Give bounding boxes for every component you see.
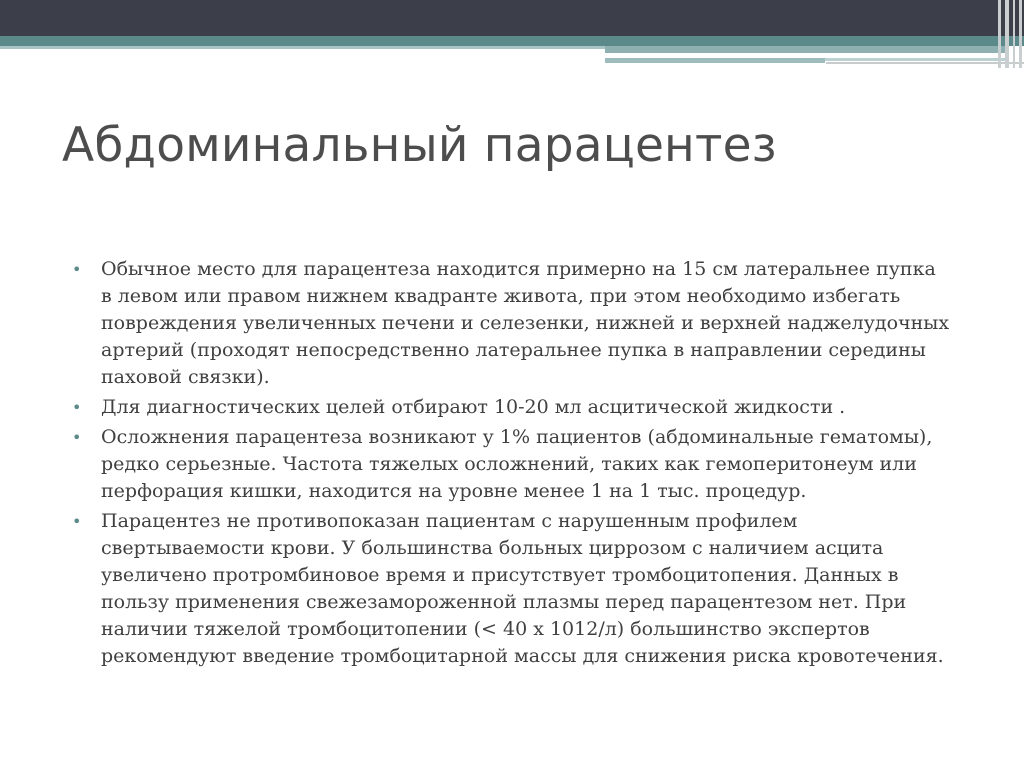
bullet-item (70, 424, 950, 505)
corner-stripe (998, 0, 1001, 68)
header-band (0, 0, 1024, 36)
header-accent-band (0, 36, 1024, 46)
corner-stripe (1019, 0, 1022, 68)
bullet-text: Осложнения парацентеза возникают у 1% пациентов (абдоминальные гематомы), редко серьезные. Частота тяжелых осложнений, таких как гемоперитонеум или перфорация кишки, находится на уровне менее 1 на 1 тыс. процедур. (101, 426, 933, 502)
bullet-item (70, 256, 950, 391)
bullet-list (70, 256, 950, 673)
bullet-item (70, 394, 950, 421)
bullet-text: Парацентез не противопоказан пациентам с нарушенным профилем свертываемости крови. У большинства больных циррозом с наличием асцита увеличено протромбиновое время и присутствует тромбоцитопения. Данных в пользу применения свежезамороженной плазмы перед парацентезом нет. При наличии тяжелой тромбоцитопении (< 40 х 1012/л) большинство экспертов рекомендуют введение тромбоцитарной массы для снижения риска кровотечения. (101, 510, 944, 667)
slide-title: Абдоминальный парацентез (62, 118, 777, 173)
decor-bar (605, 58, 825, 63)
corner-decor (994, 0, 1024, 68)
decor-bar (825, 58, 1005, 61)
header-accent-line (0, 46, 605, 49)
bullet-marker: • (72, 260, 82, 279)
bullet-text: Обычное место для парацентеза находится примерно на 15 см латеральнее пупка в левом или правом нижнем квадранте живота, при этом необходимо избегать повреждения увеличенных печени и селезенки, нижней и верхней наджелудочных артерий (проходят непосредственно латеральнее пупка в направлении середины паховой связки). (101, 258, 950, 388)
bullet-text: Для диагностических целей отбирают 10-20 мл асцитической жидкости . (101, 396, 846, 418)
corner-stripe (1005, 0, 1009, 68)
bullet-item (70, 508, 950, 670)
bullet-marker: • (72, 512, 82, 531)
decor-bar (605, 46, 1005, 53)
header-decor-bars (605, 46, 1024, 68)
bullet-marker: • (72, 398, 82, 417)
corner-stripe (1013, 0, 1015, 68)
bullet-marker: • (72, 428, 82, 447)
